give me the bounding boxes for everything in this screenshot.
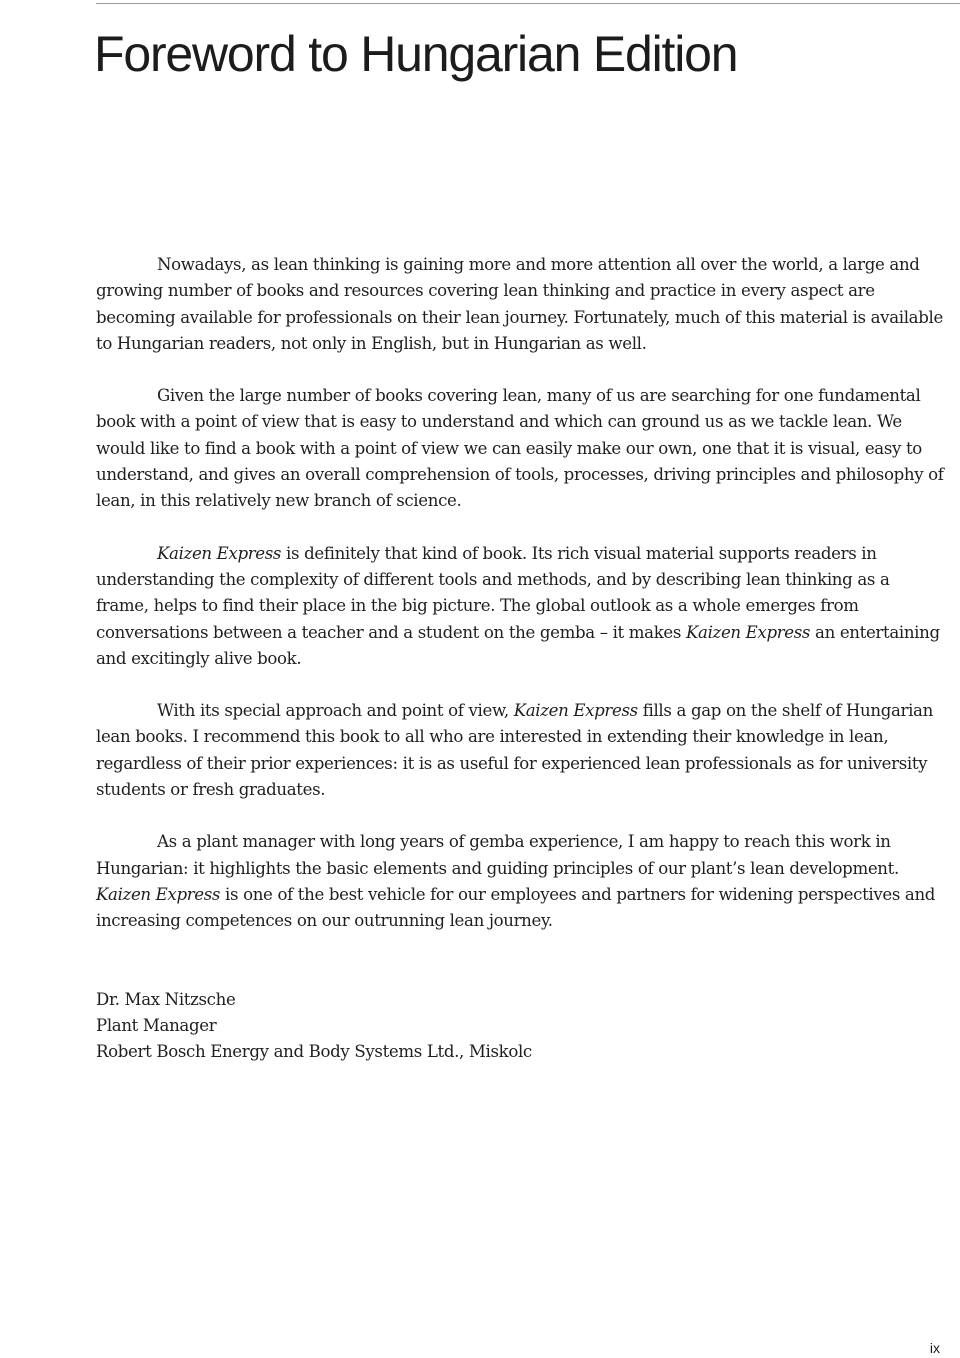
paragraph-text: is one of the best vehicle for our employees and partners for widening perspectives and increasing competences on our outrunning lean journey. (96, 884, 936, 931)
page-title: Foreword to Hungarian Edition (94, 26, 738, 82)
book-title-italic: Kaizen Express (96, 884, 221, 904)
paragraph-text: As a plant manager with long years of gemba experience, I am happy to reach this work in Hungarian: it highlights the basic elements and guiding principles of our plant’s lean development. (96, 832, 899, 878)
page-number: ix (929, 1340, 940, 1356)
paragraph (96, 252, 946, 357)
top-rule (96, 3, 960, 4)
book-title-italic: Kaizen Express (686, 622, 811, 642)
paragraph-text: With its special approach and point of view, (157, 701, 514, 721)
paragraphs (96, 252, 946, 935)
paragraph-text: fills a gap on the shelf of Hungarian lean books. I recommend this book to all who are interested in extending their knowledge in lean, regardless of their prior experiences: it is as useful for experienced lean professionals as for university students or fresh graduates. (96, 701, 933, 800)
paragraph-text: an entertaining and excitingly alive book. (96, 622, 940, 668)
paragraph (96, 383, 946, 514)
paragraph-text: Given the large number of books covering lean, many of us are searching for one fundamental book with a point of view that is easy to understand and which can ground us as we tackle lean. We would like to find a book with a point of view we can easily make our own, one that it is visual, easy to understand, and gives an overall comprehension of tools, processes, driving principles and philosophy of lean, in this relatively new branch of science. (96, 386, 944, 511)
book-title-italic: Kaizen Express (513, 701, 638, 721)
foreword-body (96, 252, 946, 1065)
book-title-italic: Kaizen Express (157, 543, 282, 563)
paragraph (96, 541, 946, 672)
signature-block (96, 987, 946, 1066)
signature-name: Dr. Max Nitzsche (96, 989, 236, 1009)
signature-organization: Robert Bosch Energy and Body Systems Ltd., Miskolc (96, 1042, 532, 1062)
signature-role: Plant Manager (96, 1015, 217, 1035)
paragraph-text: Nowadays, as lean thinking is gaining more and more attention all over the world, a large and growing number of books and resources covering lean thinking and practice in every aspect are becoming available for professionals on their lean journey. Fortunately, much of this material is available to Hungarian readers, not only in English, but in Hungarian as well. (96, 255, 943, 353)
paragraph (96, 698, 946, 803)
paragraph (96, 829, 946, 934)
paragraph-text: is definitely that kind of book. Its rich visual material supports readers in understanding the complexity of different tools and methods, and by describing lean thinking as a frame, helps to find their place in the big picture. The global outlook as a whole emerges from conversations between a teacher and a student on the gemba – it makes (96, 543, 890, 642)
